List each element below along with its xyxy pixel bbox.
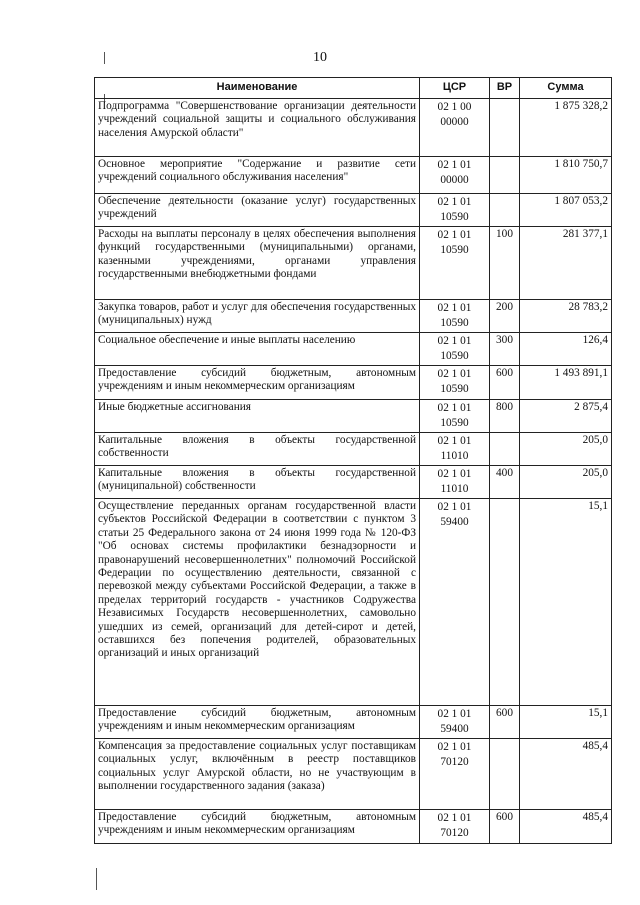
row-csr: 02 1 01 10590 bbox=[420, 300, 490, 333]
row-amount: 15,1 bbox=[520, 499, 612, 706]
row-csr: 02 1 01 59400 bbox=[420, 706, 490, 739]
row-name: Расходы на выплаты персоналу в целях обеспечения выполнения функций государственными (муниципальными) органами, казенными учреждениями, органами управления государственными внебюджетными фондами bbox=[95, 227, 420, 300]
row-name: Компенсация за предоставление социальных услуг поставщикам социальных услуг, включённым в реестр поставщиков социальных услуг Амурской области, но не участвующим в выполнении государственного задания (заказа) bbox=[95, 739, 420, 810]
row-amount: 205,0 bbox=[520, 433, 612, 466]
row-csr: 02 1 01 11010 bbox=[420, 433, 490, 466]
row-vr: 300 bbox=[490, 333, 520, 366]
table-row bbox=[95, 499, 612, 706]
row-name: Капитальные вложения в объекты государственной (муниципальной) собственности bbox=[95, 466, 420, 499]
page-number: 10 bbox=[313, 50, 327, 65]
row-amount: 1 810 750,7 bbox=[520, 157, 612, 194]
table-row bbox=[95, 333, 612, 366]
row-vr: 600 bbox=[490, 810, 520, 844]
row-csr: 02 1 01 10590 bbox=[420, 194, 490, 227]
row-csr: 02 1 01 10590 bbox=[420, 333, 490, 366]
row-csr: 02 1 01 70120 bbox=[420, 739, 490, 810]
row-name: Основное мероприятие "Содержание и развитие сети учреждений социального обслуживания населения" bbox=[95, 157, 420, 194]
table-row bbox=[95, 466, 612, 499]
row-amount: 485,4 bbox=[520, 810, 612, 844]
budget-table bbox=[94, 77, 612, 844]
row-name: Подпрограмма "Совершенствование организации деятельности учреждений социальной защиты и социального обслуживания населения Амурской области" bbox=[95, 99, 420, 157]
row-vr bbox=[490, 157, 520, 194]
row-vr: 800 bbox=[490, 400, 520, 433]
table-row bbox=[95, 300, 612, 333]
row-vr: 200 bbox=[490, 300, 520, 333]
row-vr: 400 bbox=[490, 466, 520, 499]
row-amount: 2 875,4 bbox=[520, 400, 612, 433]
table-header-row bbox=[95, 78, 612, 99]
row-csr: 02 1 01 10590 bbox=[420, 400, 490, 433]
row-amount: 28 783,2 bbox=[520, 300, 612, 333]
row-amount: 1 807 053,2 bbox=[520, 194, 612, 227]
row-name: Предоставление субсидий бюджетным, автономным учреждениям и иным некоммерческим организациям bbox=[95, 366, 420, 400]
row-vr bbox=[490, 194, 520, 227]
row-name: Предоставление субсидий бюджетным, автономным учреждениям и иным некоммерческим организациям bbox=[95, 810, 420, 844]
row-name: Осуществление переданных органам государственной власти субъектов Российской Федерации в соответствии с пунктом 3 статьи 25 Федерального закона от 24 июня 1999 года № 120-ФЗ "Об основах системы профилактики безнадзорности и правонарушений несовершеннолетних" полномочий Российской Федерации по осуществлению деятельности, связанной с перевозкой между субъектами Российской Федерации, а также в пределах территорий государств - участников Содружества Независимых Государств несовершеннолетних, самовольно ушедших из семей, организаций для детей-сирот и детей, оставшихся без попечения родителей, образовательных организаций и иных организаций bbox=[95, 499, 420, 706]
table-row bbox=[95, 194, 612, 227]
row-csr: 02 1 01 59400 bbox=[420, 499, 490, 706]
row-amount: 126,4 bbox=[520, 333, 612, 366]
header-amount: Сумма bbox=[520, 78, 612, 99]
row-csr: 02 1 01 70120 bbox=[420, 810, 490, 844]
row-amount: 1 493 891,1 bbox=[520, 366, 612, 400]
row-vr: 100 bbox=[490, 227, 520, 300]
row-vr bbox=[490, 433, 520, 466]
table-row bbox=[95, 400, 612, 433]
row-amount: 485,4 bbox=[520, 739, 612, 810]
row-amount: 15,1 bbox=[520, 706, 612, 739]
row-vr: 600 bbox=[490, 706, 520, 739]
header-vr: ВР bbox=[490, 78, 520, 99]
row-csr: 02 1 01 00000 bbox=[420, 157, 490, 194]
row-name: Обеспечение деятельности (оказание услуг) государственных учреждений bbox=[95, 194, 420, 227]
table-row bbox=[95, 366, 612, 400]
row-vr bbox=[490, 739, 520, 810]
table-row bbox=[95, 433, 612, 466]
header-name: Наименование bbox=[95, 78, 420, 99]
header-csr: ЦСР bbox=[420, 78, 490, 99]
table-row bbox=[95, 157, 612, 194]
row-vr bbox=[490, 99, 520, 157]
row-csr: 02 1 01 11010 bbox=[420, 466, 490, 499]
margin-mark bbox=[96, 868, 97, 890]
row-amount: 281 377,1 bbox=[520, 227, 612, 300]
row-csr: 02 1 01 10590 bbox=[420, 227, 490, 300]
row-name: Капитальные вложения в объекты государственной собственности bbox=[95, 433, 420, 466]
row-amount: 1 875 328,2 bbox=[520, 99, 612, 157]
table-row bbox=[95, 99, 612, 157]
margin-mark bbox=[104, 52, 105, 64]
row-name: Закупка товаров, работ и услуг для обеспечения государственных (муниципальных) нужд bbox=[95, 300, 420, 333]
row-name: Иные бюджетные ассигнования bbox=[95, 400, 420, 433]
row-name: Предоставление субсидий бюджетным, автономным учреждениям и иным некоммерческим организациям bbox=[95, 706, 420, 739]
row-amount: 205,0 bbox=[520, 466, 612, 499]
table-row bbox=[95, 227, 612, 300]
row-csr: 02 1 01 10590 bbox=[420, 366, 490, 400]
row-csr: 02 1 00 00000 bbox=[420, 99, 490, 157]
table-row bbox=[95, 739, 612, 810]
row-vr: 600 bbox=[490, 366, 520, 400]
row-vr bbox=[490, 499, 520, 706]
table-row bbox=[95, 706, 612, 739]
row-name: Социальное обеспечение и иные выплаты населению bbox=[95, 333, 420, 366]
table-row bbox=[95, 810, 612, 844]
